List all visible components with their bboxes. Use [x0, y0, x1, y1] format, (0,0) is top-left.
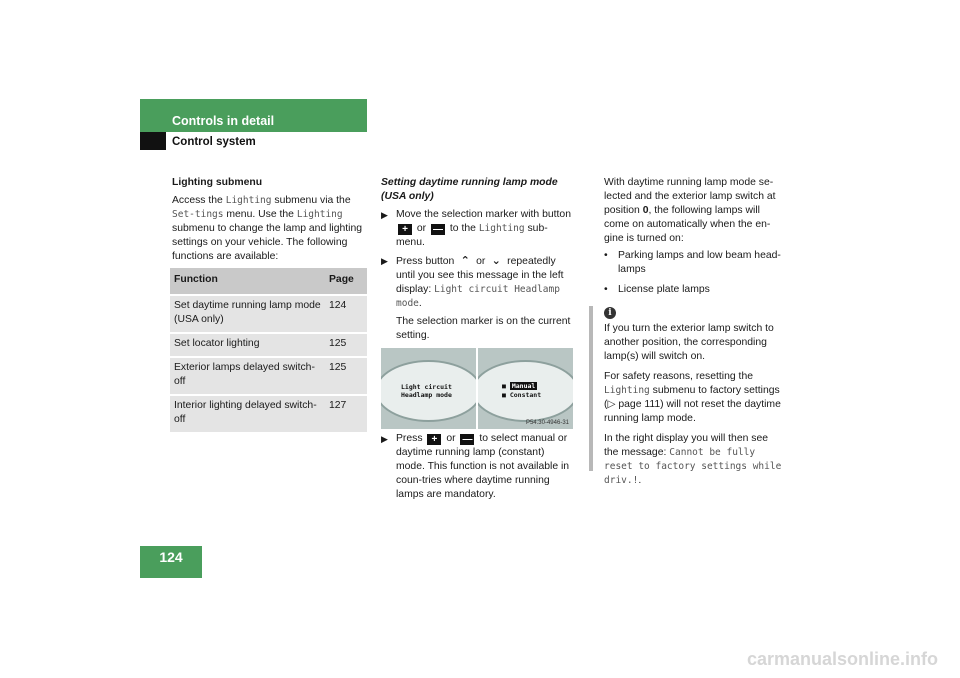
table-header-page: Page: [325, 267, 367, 295]
table-cell-function: Set locator lighting: [170, 333, 325, 357]
info-sidebar: [589, 306, 593, 471]
step-2-note: The selection marker is on the current setting.: [396, 316, 571, 341]
step-arrow-icon: ▶: [381, 210, 388, 220]
table-row: [170, 395, 367, 432]
right-display-image: [478, 348, 573, 429]
table-cell-page: 127: [325, 395, 367, 432]
info-icon: i: [604, 307, 616, 319]
table-cell-function: Set daytime running lamp mode (USA only): [170, 295, 325, 333]
step-2: Press button ⌃ or ⌄ repeatedly until you see this message in the left display: Light circuit Headlamp mode.: [396, 255, 564, 309]
minus-button-icon: —: [462, 434, 473, 445]
step-1: Move the selection marker with button + or — to the Lighting sub-menu.: [396, 209, 571, 248]
table-cell-function: Interior lighting delayed switch-off: [170, 395, 325, 432]
list-item: • License plate lamps: [604, 284, 710, 295]
page-reference-link[interactable]: page 111: [618, 399, 661, 410]
left-display-image: [381, 348, 476, 429]
display-right-line2: ■ Constant: [502, 391, 542, 399]
page-number: 124: [140, 546, 202, 578]
table-cell-page: 125: [325, 357, 367, 395]
list-item: • Parking lamps and low beam head-lamps: [604, 250, 781, 275]
display-right-line1: ■ Manual: [502, 382, 536, 390]
subsection-title: Control system: [172, 136, 256, 148]
step-arrow-icon: ▶: [381, 256, 388, 266]
step-arrow-icon: ▶: [381, 434, 388, 444]
lighting-intro: Access the Lighting submenu via the Set-tings menu. Use the Lighting submenu to change the lamp and lighting settings on your vehicle. The following functions are available:: [172, 195, 363, 262]
page-ref-arrow-icon: ▷: [607, 399, 619, 410]
bullet-list: [604, 249, 784, 297]
chevron-up-icon: ⌃: [460, 255, 470, 267]
table-header-function: Function: [170, 267, 325, 295]
info-paragraph-3: In the right display you will then see the message: Cannot be fully reset to factory settings while driv.!.: [604, 433, 782, 486]
table-cell-page: 124: [325, 295, 367, 333]
daytime-mode-paragraph: With daytime running lamp mode se-lected and the exterior lamp switch at position 0, the following lamps will come on automatically when the en-gine is turned on:: [604, 177, 776, 244]
plus-button-icon: +: [427, 434, 441, 445]
plus-button-icon: +: [398, 224, 412, 235]
info-note: [604, 322, 782, 488]
minus-button-icon: —: [433, 224, 444, 235]
watermark: carmanualsonline.info: [746, 649, 938, 669]
header-corner-block: [140, 132, 166, 150]
display-left-line1: Light circuit: [401, 383, 452, 391]
info-paragraph-2: For safety reasons, resetting the Lighting submenu to factory settings (▷ page 111) will not reset the daytime running lamp mode.: [604, 371, 781, 424]
image-reference: P54.30-4946-31: [525, 420, 569, 426]
daytime-lamp-heading: Setting daytime running lamp mode (USA only): [381, 177, 558, 202]
step-3: Press + or — to select manual or daytime running lamp (constant) mode. This function is not available in coun-tries where daytime running lamps are mandatory.: [396, 433, 570, 500]
table-header-row: [170, 267, 367, 295]
table-row: [170, 333, 367, 357]
table-row: [170, 357, 367, 395]
function-table: [170, 266, 367, 432]
info-paragraph-1: If you turn the exterior lamp switch to another position, the corresponding lamp(s) will switch on.: [604, 323, 774, 362]
chevron-down-icon: ⌄: [491, 255, 501, 267]
table-cell-function: Exterior lamps delayed switch-off: [170, 357, 325, 395]
table-cell-page: 125: [325, 333, 367, 357]
table-row: [170, 295, 367, 333]
lighting-submenu-heading: Lighting submenu: [172, 177, 263, 188]
display-left-line2: Headlamp mode: [401, 391, 452, 399]
section-title: Controls in detail: [172, 114, 275, 128]
